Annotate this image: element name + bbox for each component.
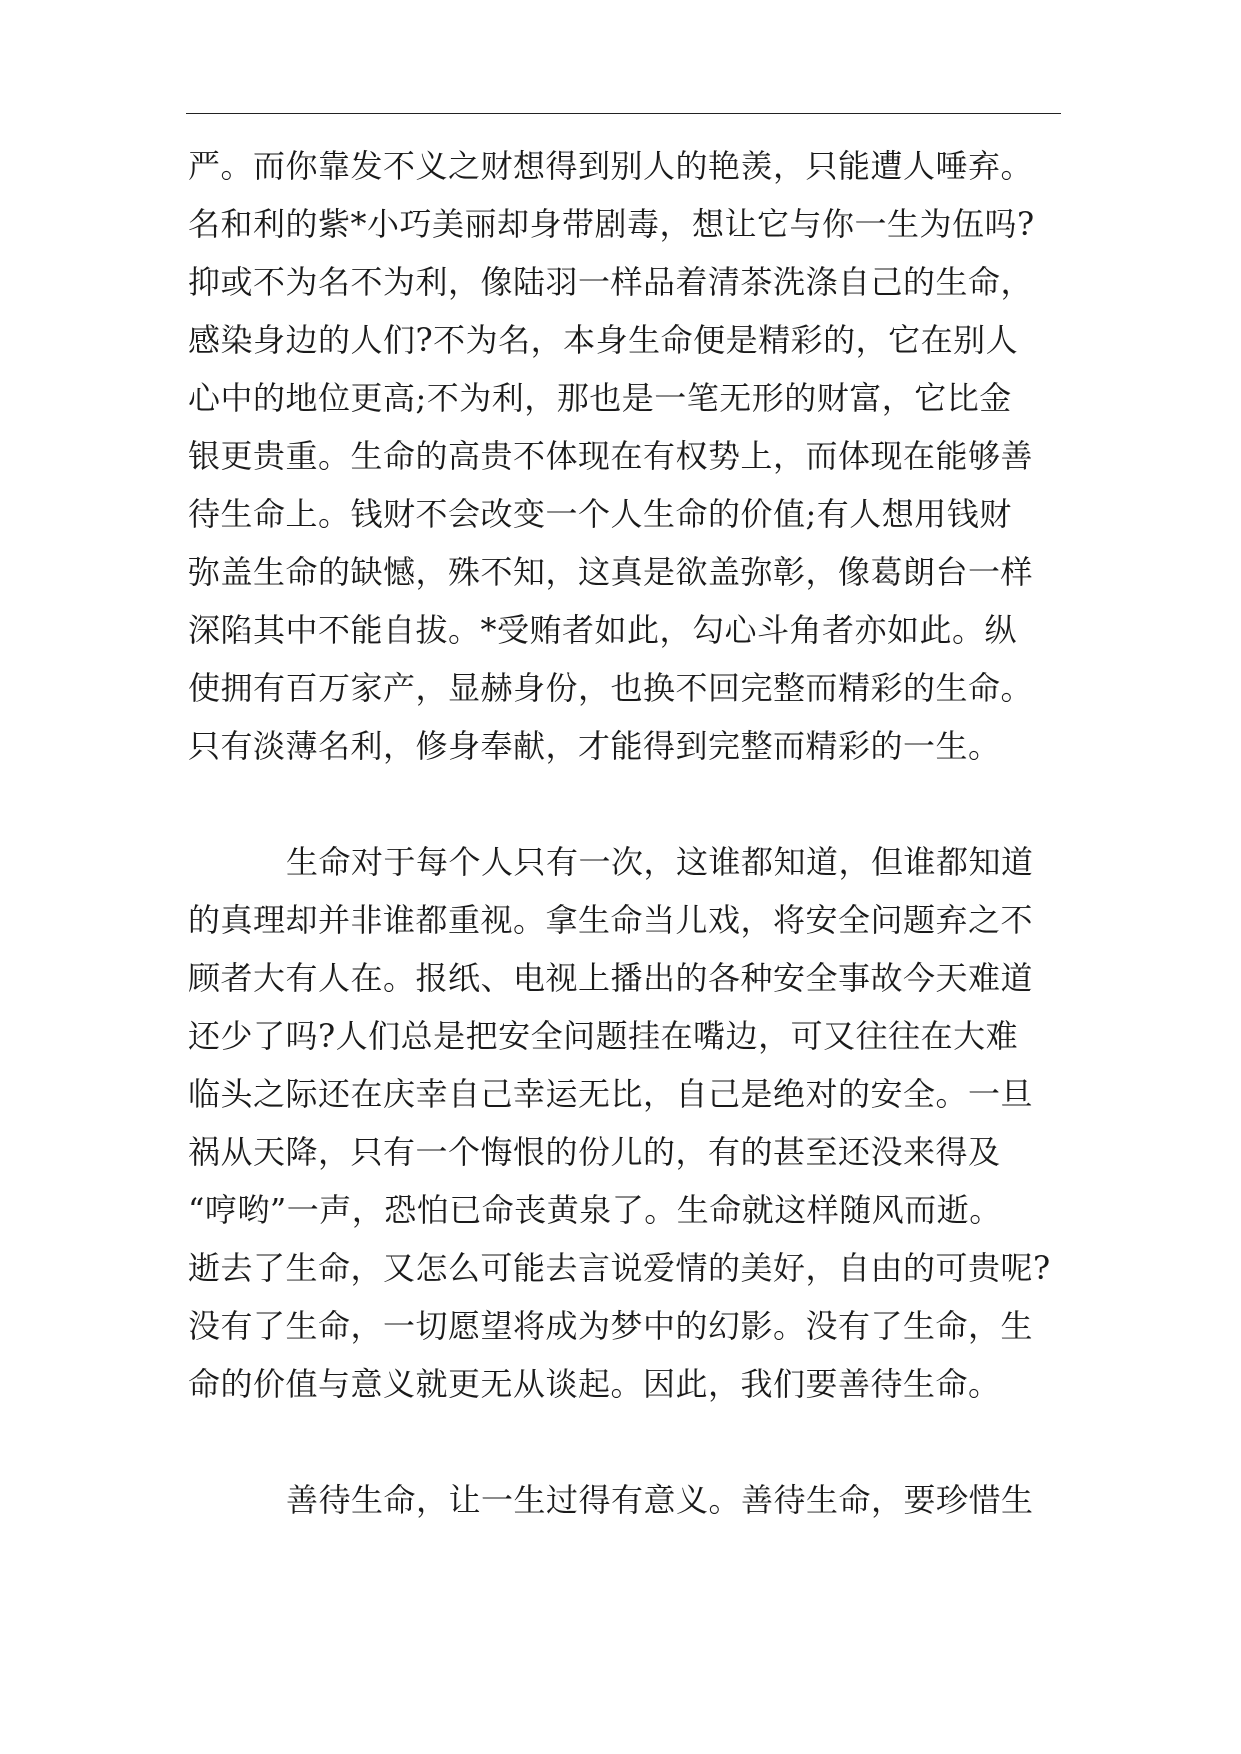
text-line: 只有淡薄名利，修身奉献，才能得到完整而精彩的一生。: [188, 727, 1001, 765]
text-line: 使拥有百万家产，显赫身份，也换不回完整而精彩的生命。: [188, 669, 1034, 707]
text-line: 弥盖生命的缺憾，殊不知，这真是欲盖弥彰，像葛朗台一样: [188, 553, 1034, 591]
paragraph-gap: [188, 1413, 1068, 1471]
header-rule: [186, 113, 1061, 114]
document-body: [188, 137, 1068, 1529]
text-line: 深陷其中不能自拔。*受贿者如此，勾心斗角者亦如此。纵: [188, 611, 1018, 649]
text-line: 善待生命，让一生过得有意义。善待生命，要珍惜生: [286, 1481, 1034, 1519]
text-line: 祸从天降，只有一个悔恨的份儿的，有的甚至还没来得及: [188, 1133, 1001, 1171]
text-line: “哼哟”一声，恐怕已命丧黄泉了。生命就这样随风而逝。: [188, 1191, 1002, 1229]
text-line: 心中的地位更高;不为利，那也是一笔无形的财富，它比金: [188, 379, 1012, 417]
text-line: 命的价值与意义就更无从谈起。因此，我们要善待生命。: [188, 1365, 1001, 1403]
text-line: 待生命上。钱财不会改变一个人生命的价值;有人想用钱财: [188, 495, 1012, 533]
paragraph-3: [188, 1471, 1068, 1529]
text-line: 顾者大有人在。报纸、电视上播出的各种安全事故今天难道: [188, 959, 1034, 997]
paragraph-gap: [188, 775, 1068, 833]
text-line: 银更贵重。生命的高贵不体现在有权势上，而体现在能够善: [188, 437, 1034, 475]
text-line: 抑或不为名不为利，像陆羽一样品着清茶洗涤自己的生命，: [188, 263, 1034, 301]
text-line: 的真理却并非谁都重视。拿生命当儿戏，将安全问题弃之不: [188, 901, 1034, 939]
text-line: 名和利的紫*小巧美丽却身带剧毒，想让它与你一生为伍吗?: [188, 205, 1035, 243]
text-line: 逝去了生命，又怎么可能去言说爱情的美好，自由的可贵呢?: [188, 1249, 1051, 1287]
paragraph-1: [188, 137, 1068, 775]
text-line: 严。而你靠发不义之财想得到别人的艳羡，只能遭人唾弃。: [188, 147, 1034, 185]
text-line: 还少了吗?人们总是把安全问题挂在嘴边，可又往往在大难: [188, 1017, 1019, 1055]
text-line: 没有了生命，一切愿望将成为梦中的幻影。没有了生命，生: [188, 1307, 1034, 1345]
text-line: 临头之际还在庆幸自己幸运无比，自己是绝对的安全。一旦: [188, 1075, 1034, 1113]
text-line: 生命对于每个人只有一次，这谁都知道，但谁都知道: [286, 843, 1034, 881]
text-line: 感染身边的人们?不为名，本身生命便是精彩的，它在别人: [188, 321, 1019, 359]
paragraph-2: [188, 833, 1068, 1413]
